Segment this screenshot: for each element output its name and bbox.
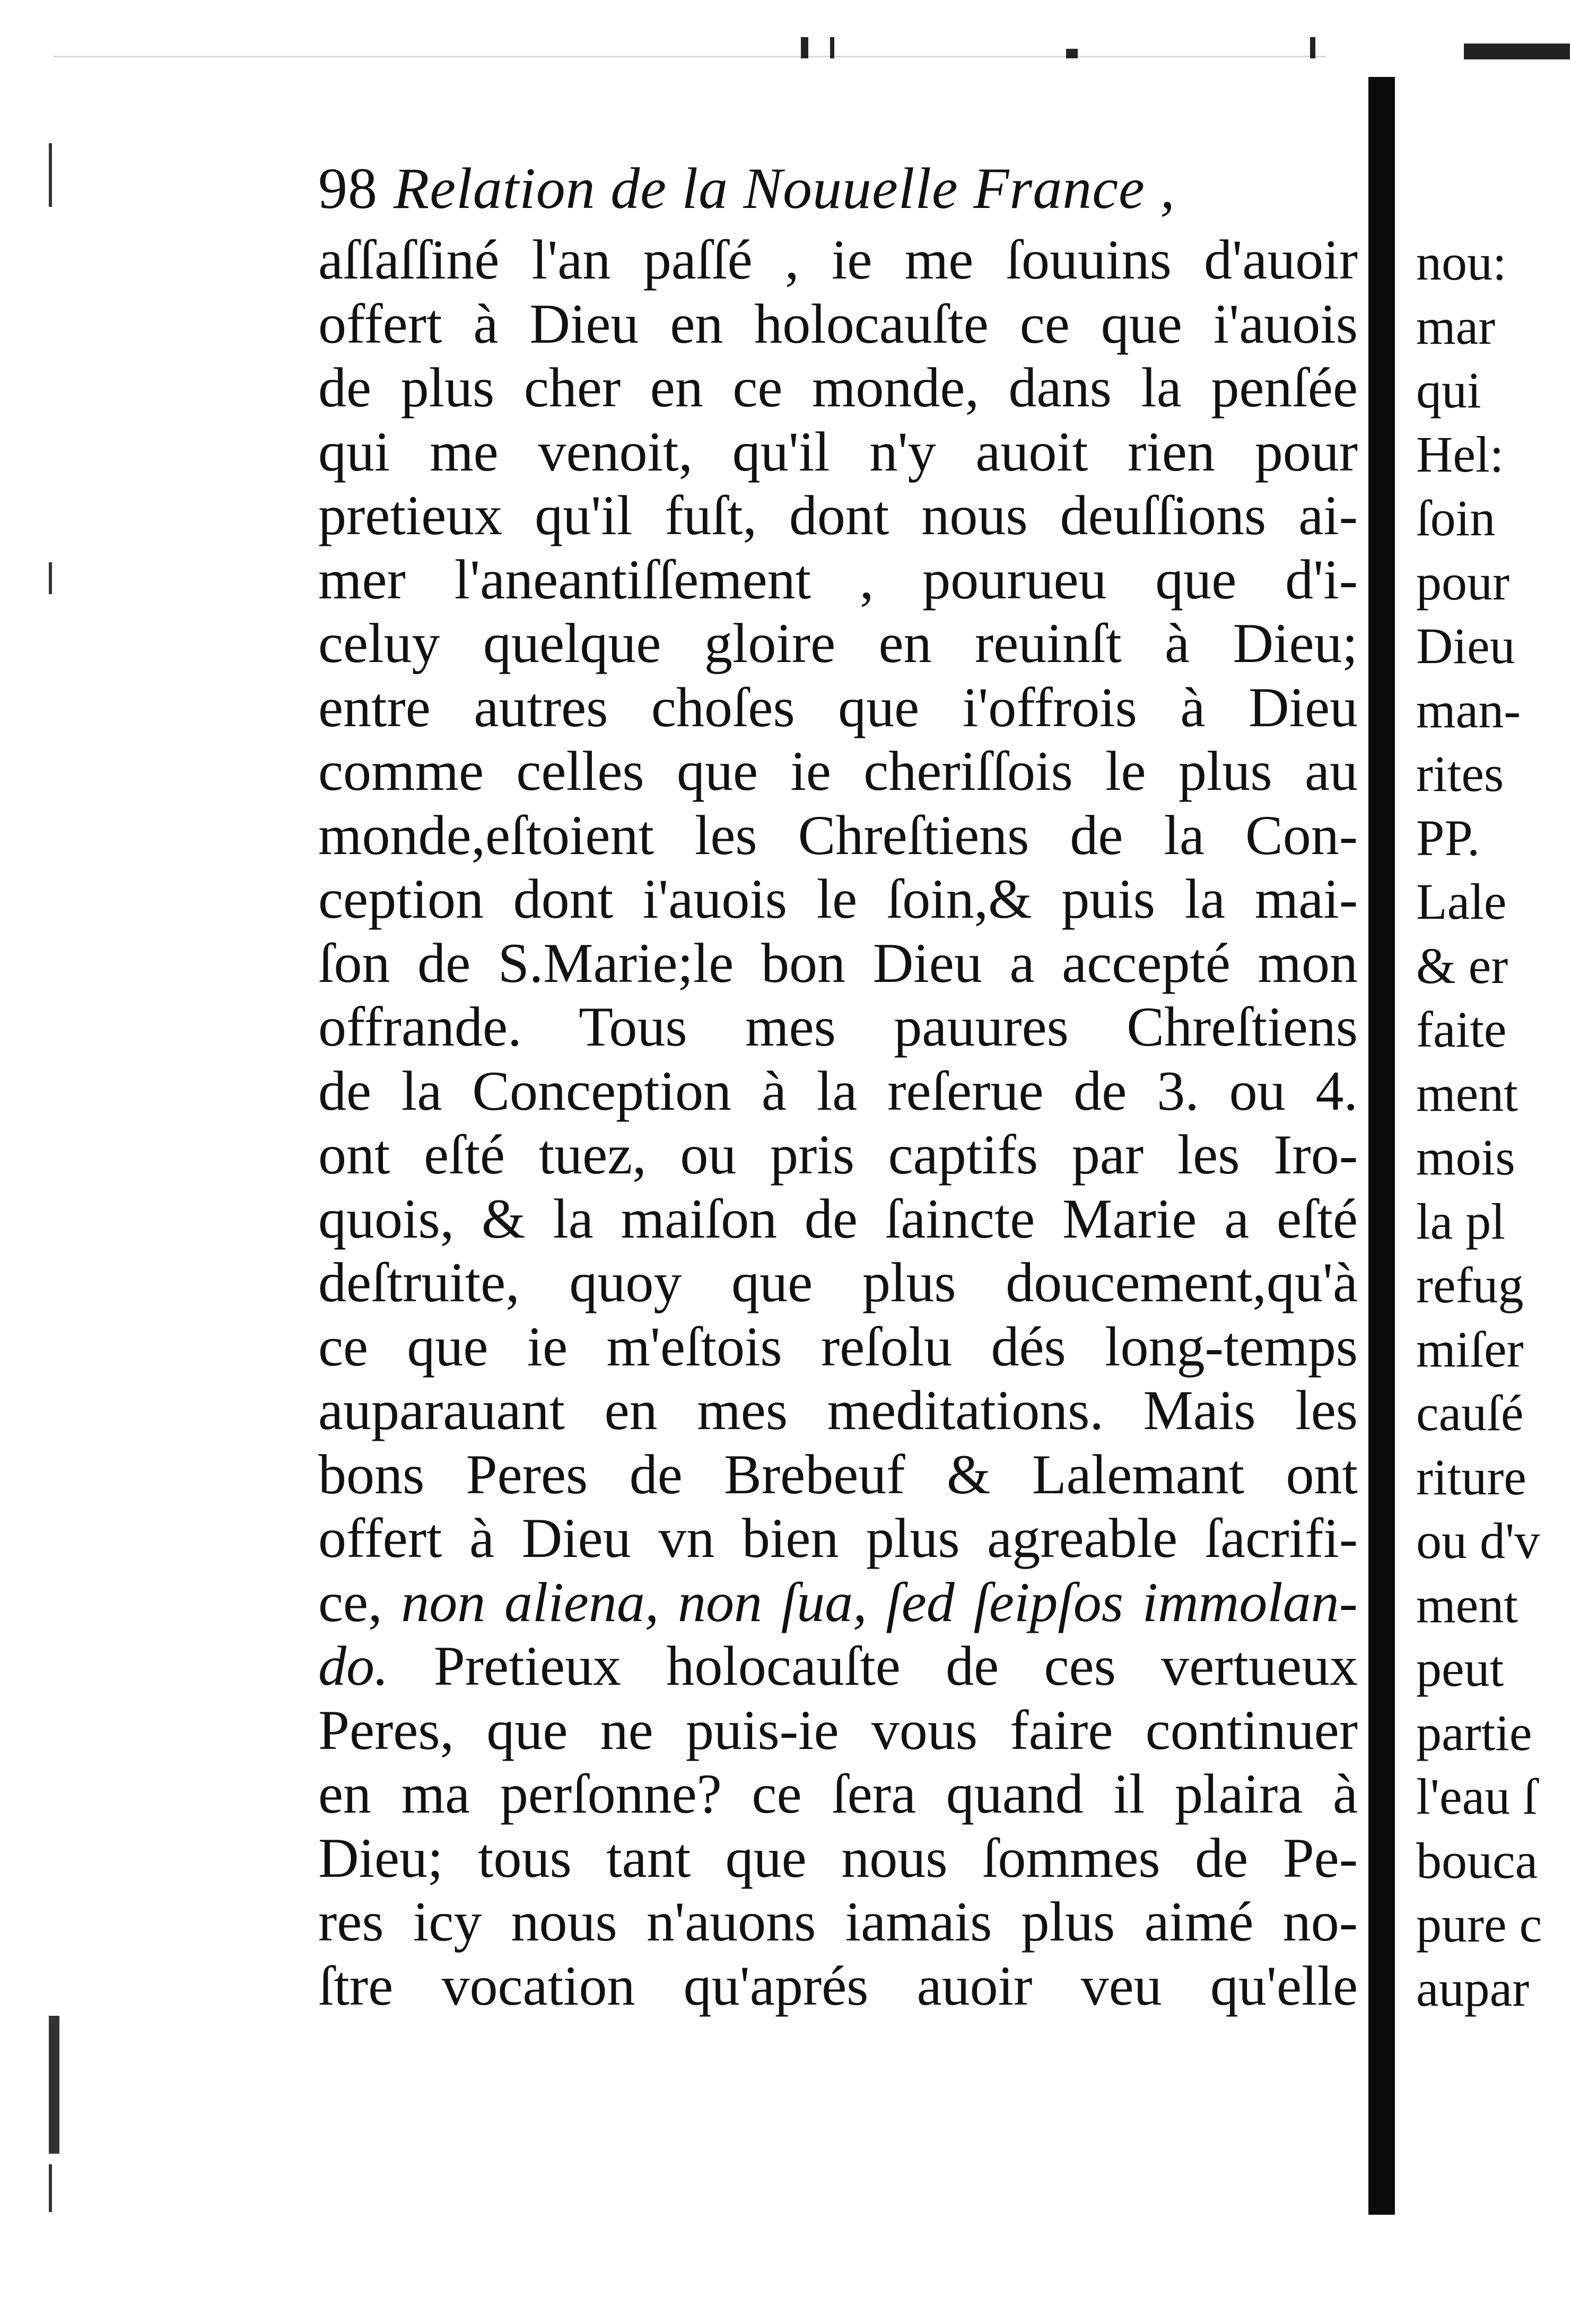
facing-page-line: peut — [1416, 1640, 1504, 1697]
facing-page-line: ou d'v — [1416, 1512, 1540, 1569]
facing-page-line: miſer — [1416, 1320, 1524, 1378]
text-line: de la Conception à la reſerue de 3. ou 4. — [318, 1059, 1358, 1122]
page-number: 98 — [318, 156, 378, 221]
scan-mark — [49, 562, 52, 594]
text-line: pretieux qu'il fuſt, dont nous deuſſions ai- — [318, 484, 1358, 546]
scan-mark — [801, 37, 808, 58]
text-line: do. Pretieux holocauſte de ces vertueux — [318, 1635, 1358, 1697]
text-line: auparauant en mes meditations. Mais les — [318, 1379, 1358, 1441]
text-line: offrande. Tous mes pauures Chreſtiens — [318, 996, 1358, 1058]
facing-page-line: faite — [1416, 1001, 1507, 1058]
text-line: Dieu; tous tant que nous ſommes de Pe- — [318, 1826, 1358, 1889]
facing-page-line: l'eau ſ — [1416, 1768, 1537, 1825]
text-line: ce, non aliena, non ſua, ſed ſeipſos immolan- — [318, 1571, 1358, 1633]
latin-italic-phrase: non aliena, non ſua, ſed ſeipſos immolan- — [401, 1571, 1358, 1633]
facing-page-line: mar — [1416, 298, 1496, 355]
text-line: comme celles que ie cheriſſois le plus au — [318, 740, 1358, 802]
text-line: offert à Dieu vn bien plus agreable ſacrifi- — [318, 1507, 1358, 1569]
page-text-block — [318, 154, 1358, 2018]
text-line: de plus cher en ce monde, dans la penſée — [318, 356, 1358, 419]
scan-mark — [1464, 43, 1570, 59]
facing-page-line: Lale — [1416, 873, 1507, 930]
facing-page-line: rites — [1416, 745, 1504, 802]
text-line: ont eſté tuez, ou pris captifs par les Iro- — [318, 1124, 1358, 1186]
text-line: en ma perſonne? ce ſera quand il plaira à — [318, 1763, 1358, 1825]
scan-mark — [1066, 49, 1078, 58]
facing-page-line: mois — [1416, 1129, 1515, 1186]
latin-italic-phrase: do. — [318, 1635, 389, 1697]
facing-page-line: qui — [1416, 362, 1481, 419]
facing-page-line: ment — [1416, 1065, 1518, 1122]
text-line: deſtruite, quoy que plus doucement,qu'à — [318, 1251, 1358, 1313]
text-line: celuy quelque gloire en reuinſt à Dieu; — [318, 612, 1358, 674]
running-title: Relation de la Nouuelle France , — [394, 156, 1175, 221]
text-line: ſtre vocation qu'aprés auoir veu qu'elle — [318, 1954, 1358, 2017]
text-line: entre autres choſes que i'offrois à Dieu — [318, 676, 1358, 738]
scan-mark — [830, 37, 834, 58]
facing-page-line: pure c — [1416, 1896, 1542, 1953]
facing-page-line: pour — [1416, 553, 1509, 611]
page-edge — [53, 56, 1326, 57]
facing-page-line: Dieu — [1416, 617, 1515, 674]
scan-mark — [49, 143, 52, 207]
text-line: offert à Dieu en holocauſte ce que i'auois — [318, 292, 1358, 355]
text-line: bons Peres de Brebeuf & Lalemant ont — [318, 1443, 1358, 1505]
text-line: ſon de S.Marie;le bon Dieu a accepté mon — [318, 932, 1358, 994]
text-line: ce que ie m'eſtois reſolu dés long-temps — [318, 1315, 1358, 1378]
facing-page-line: partie — [1416, 1704, 1532, 1761]
facing-page-line: refug — [1416, 1257, 1524, 1313]
facing-page-line: man- — [1416, 681, 1521, 738]
scan-mark — [49, 2164, 52, 2212]
binding-gutter — [1368, 77, 1395, 2215]
facing-page-line: bouca — [1416, 1832, 1538, 1889]
running-header — [318, 154, 1358, 228]
facing-page-line: cauſé — [1416, 1385, 1524, 1441]
text-line: Peres, que ne puis-ie vous faire continuer — [318, 1699, 1358, 1761]
text-line: qui me venoit, qu'il n'y auoit rien pour — [318, 420, 1358, 483]
facing-page-line: riture — [1416, 1448, 1526, 1505]
text-line: res icy nous n'auons iamais plus aimé no- — [318, 1891, 1358, 1953]
facing-page-line: Hel: — [1416, 425, 1504, 483]
text-line: mer l'aneantiſſement , pourueu que d'i- — [318, 548, 1358, 611]
facing-page-line: aupar — [1416, 1960, 1530, 2017]
facing-page-line: & er — [1416, 937, 1508, 994]
facing-page-line: PP. — [1416, 809, 1480, 866]
text-line: quois, & la maiſon de ſaincte Marie a eſté — [318, 1187, 1358, 1250]
text-line: ception dont i'auois le ſoin,& puis la mai- — [318, 868, 1358, 930]
facing-page-line: ment — [1416, 1576, 1518, 1633]
body-text — [318, 228, 1358, 2018]
facing-page-line: ſoin — [1416, 490, 1496, 546]
scan-mark — [49, 2016, 59, 2154]
scan-mark — [1310, 37, 1315, 58]
facing-page-line: la pl — [1416, 1193, 1505, 1250]
text-line: monde,eſtoient les Chreſtiens de la Con- — [318, 804, 1358, 866]
facing-page-fragment — [1416, 231, 1571, 2021]
text-line: aſſaſſiné l'an paſſé , ie me ſouuins d'auoir — [318, 229, 1358, 291]
facing-page-line: nou: — [1416, 234, 1507, 291]
